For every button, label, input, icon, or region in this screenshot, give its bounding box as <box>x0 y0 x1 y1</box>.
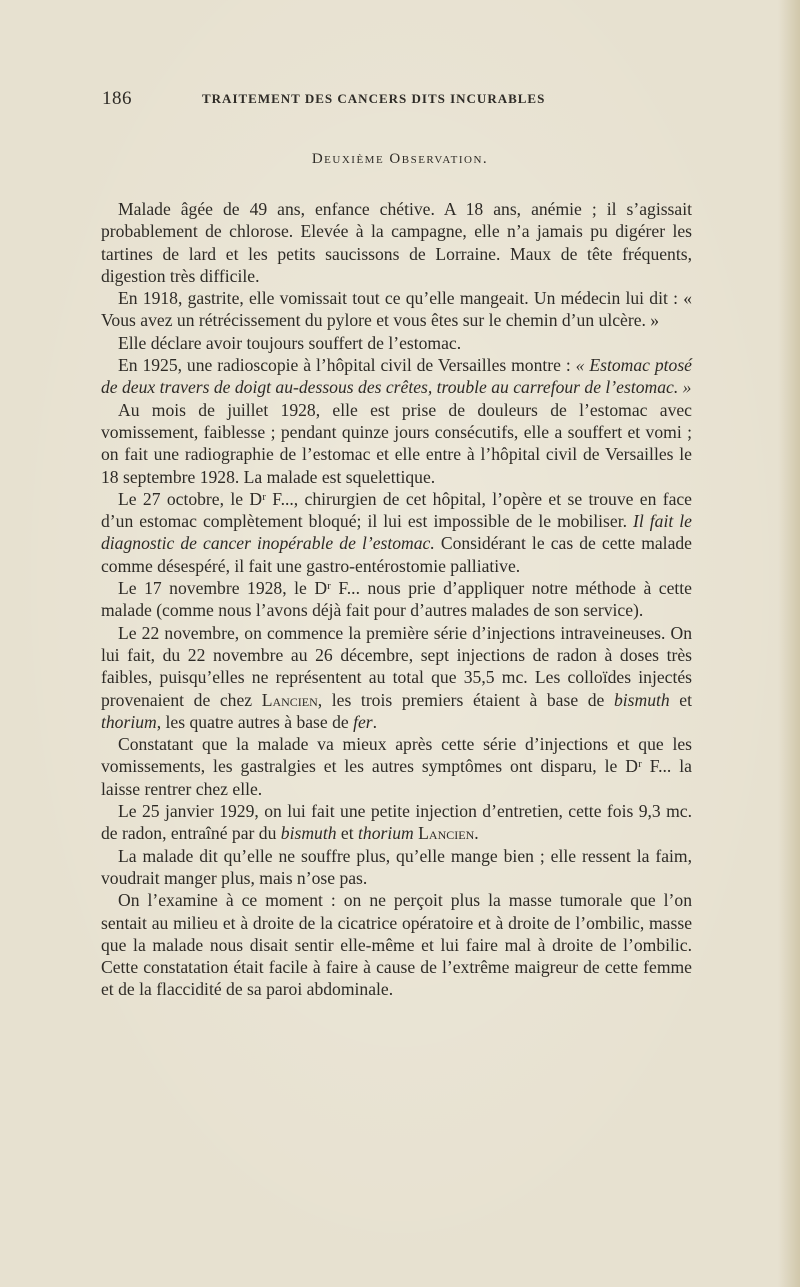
section-title: Deuxième Observation. <box>311 151 489 167</box>
element-name: fer <box>353 711 373 732</box>
quoted-radiology-report: « Estomac ptosé de deux travers de doigt au-dessous des crêtes, trouble au carrefour de l’estomac. » <box>101 355 692 398</box>
text-run: et <box>336 823 359 844</box>
diagnosis-italic: Il fait le diagnostic de cancer inopérable de l’estomac. <box>101 511 692 554</box>
paragraph <box>101 622 692 733</box>
paragraph <box>101 488 692 577</box>
supplier-name: Lancien <box>261 689 318 710</box>
element-name: bismuth <box>613 689 670 710</box>
page-number: 186 <box>102 88 132 109</box>
running-title: TRAITEMENT DES CANCERS DITS INCURABLES <box>202 91 546 106</box>
paragraph: Elle déclare avoir toujours souffert de l’estomac. <box>118 332 462 353</box>
text-run: , les trois premiers étaient à base de <box>317 689 614 710</box>
text-run: Le 22 novembre, on commence la première série d’injections intraveineuses. On lui fait, du 22 novembre au 26 décembre, sept injections de radon à doses très faibles, puisqu’elles ne représentent au total que 35,5 mc. Les colloïdes injectés provenaient de chez <box>101 622 692 710</box>
text-run: . <box>474 823 479 844</box>
text-run: En 1925, une radioscopie à l’hôpital civil de Versailles montre : <box>118 355 576 376</box>
text-run: , les quatre autres à base de <box>156 711 354 732</box>
element-name: bismuth <box>280 823 337 844</box>
paragraph: La malade dit qu’elle ne souffre plus, qu’elle mange bien ; elle ressent la faim, voudrait manger plus, mais n’ose pas. <box>101 845 692 888</box>
element-name: thorium <box>358 823 414 844</box>
body-text <box>101 198 692 1001</box>
page-header <box>102 88 702 112</box>
supplier-name: Lancien <box>418 823 475 844</box>
paragraph: En 1918, gastrite, elle vomissait tout ce qu’elle mangeait. Un médecin lui dit : « Vous avez un rétrécissement du pylore et vous êtes sur le chemin d’un ulcère. » <box>101 288 692 331</box>
paragraph: Malade âgée de 49 ans, enfance chétive. A 18 ans, anémie ; il s’agissait probablement de chlorose. Elevée à la campagne, elle n’a jamais pu digérer les tartines de lard et les petits saucissons de Lorraine. Maux de tête fréquents, digestion très difficile. <box>101 199 692 286</box>
paragraph <box>101 354 692 399</box>
text-run: Le 27 octobre, le Dʳ F..., chirurgien de cet hôpital, l’opère et se trouve en face d’un estomac complètement bloqué; il lui est impossible de le mobiliser. <box>101 488 692 532</box>
text-run: et <box>669 689 692 710</box>
paragraph: Constatant que la malade va mieux après cette série d’injections et que les vomissements, les gastralgies et les autres symptômes ont disparu, le Dʳ F... la laisse rentrer chez elle. <box>101 734 692 799</box>
paragraph: Le 17 novembre 1928, le Dʳ F... nous prie d’appliquer notre méthode à cette malade (comme nous l’avons déjà fait pour d’autres malades de son service). <box>101 578 692 621</box>
element-name: thorium <box>101 711 157 732</box>
paragraph: On l’examine à ce moment : on ne perçoit plus la masse tumorale que l’on sentait au milieu et à droite de la cicatrice opératoire et à droite de l’ombilic, masse que la malade nous disait sentir elle-même et lui faire mal à droite de l’ombilic. Cette constatation était facile à faire à cause de l’extrême maigreur de cette femme et de la flaccidité de sa paroi abdominale. <box>101 890 692 1000</box>
paragraph: Au mois de juillet 1928, elle est prise de douleurs de l’estomac avec vomissement, faiblesse ; pendant quinze jours consécutifs, elle a souffert et vomi ; on fait une radiographie de l’estomac et elle entre à l’hôpital civil de Versailles le 18 septembre 1928. La malade est squelettique. <box>101 399 692 487</box>
text-run: Le 25 janvier 1929, on lui fait une petite injection d’entretien, cette fois 9,3 mc. de radon, entraîné par du <box>101 801 692 844</box>
text-run: Considérant le cas de cette malade comme désespéré, il fait une gastro-entérostomie palliative. <box>101 533 692 576</box>
page-edge-shadow <box>778 0 800 1287</box>
text-run: . <box>372 711 378 732</box>
paragraph <box>101 800 692 845</box>
